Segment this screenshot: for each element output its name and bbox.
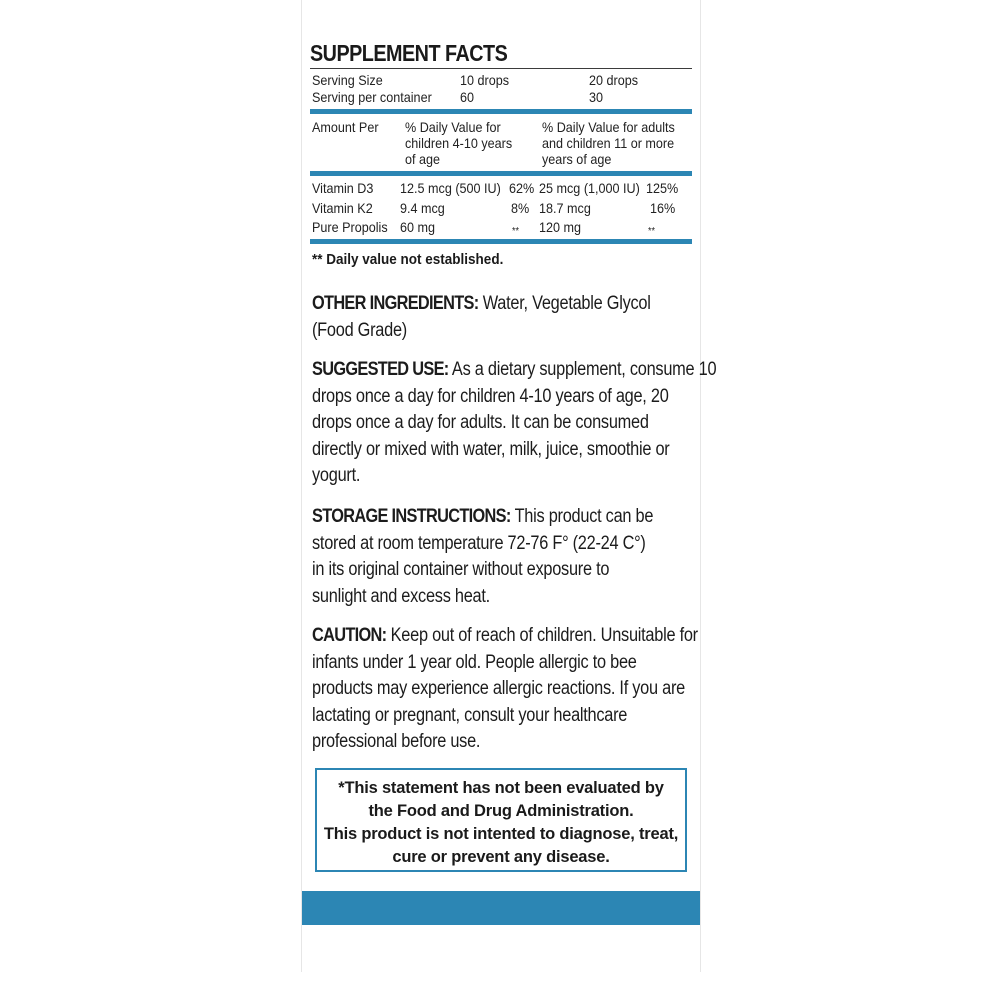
adult-amount: 25 mcg (1,000 IU)	[539, 180, 640, 196]
adult-amount: 120 mg	[539, 219, 582, 235]
child-daily-value: 62%	[509, 180, 535, 196]
other-ingredients-line-1: Water, Vegetable Glycol	[478, 293, 651, 314]
child-amount: 60 mg	[400, 219, 436, 235]
fda-statement-line-3: This product is not intented to diagnose, treat,	[323, 825, 679, 843]
caution-line-4: lactating or pregnant, consult your healthcare	[312, 704, 628, 726]
caution-line-1: Keep out of reach of children. Unsuitable for	[386, 625, 698, 646]
adult-daily-value: 16%	[650, 200, 676, 216]
nutrient-name: Pure Propolis	[312, 219, 388, 235]
suggested-use-section	[312, 357, 717, 490]
suggested-use-line-3: drops once a day for adults. It can be consumed	[312, 412, 649, 433]
daily-value-note: ** Daily value not established.	[312, 251, 504, 268]
dv-adults-header-line-3: years of age	[542, 151, 612, 167]
child-daily-value: **	[512, 226, 520, 237]
storage-line-2: stored at room temperature 72-76 F° (22-24 C°)	[312, 532, 646, 554]
suggested-use-heading: SUGGESTED USE:	[312, 359, 449, 380]
suggested-use-line-1: As a dietary supplement, consume 10	[448, 359, 717, 380]
servings-per-container-label: Serving per container	[312, 89, 432, 105]
facts-blue-rule-bottom	[310, 239, 692, 244]
caution-section	[312, 623, 698, 756]
nutrient-name: Vitamin D3	[312, 180, 374, 196]
storage-line-4: sunlight and excess heat.	[312, 585, 490, 607]
servings-children: 60	[460, 89, 475, 105]
suggested-use-line-2: drops once a day for children 4-10 years of age, 20	[312, 385, 669, 407]
child-amount: 9.4 mcg	[400, 200, 445, 216]
facts-blue-rule-top	[310, 109, 692, 114]
amount-per-label: Amount Per	[312, 119, 379, 135]
fda-statement-line-2: the Food and Drug Administration.	[368, 802, 634, 820]
other-ingredients-heading: OTHER INGREDIENTS:	[312, 293, 479, 314]
dv-adults-header-line-1: % Daily Value for adults	[542, 119, 675, 135]
serving-size-label: Serving Size	[312, 72, 383, 88]
storage-line-3: in its original container without exposure to	[312, 559, 610, 580]
fda-statement-line-1: *This statement has not been evaluated by	[338, 779, 664, 797]
storage-instructions-section	[312, 504, 673, 610]
facts-blue-rule-middle	[310, 171, 692, 176]
facts-top-rule	[310, 68, 692, 69]
other-ingredients-section	[312, 291, 673, 344]
dv-children-header-line-1: % Daily Value for	[405, 119, 501, 135]
supplement-facts-title: SUPPLEMENT FACTS	[310, 40, 508, 66]
adult-daily-value: 125%	[646, 180, 679, 196]
storage-instructions-heading: STORAGE INSTRUCTIONS:	[312, 506, 511, 527]
suggested-use-line-4: directly or mixed with water, milk, juice, smoothie or	[312, 438, 670, 460]
nutrient-name: Vitamin K2	[312, 200, 373, 216]
fda-statement-line-4: cure or prevent any disease.	[392, 848, 610, 866]
adult-amount: 18.7 mcg	[539, 200, 591, 216]
dv-children-header-line-3: of age	[405, 151, 441, 167]
serving-size-children: 10 drops	[460, 72, 510, 88]
dv-children-header-line-2: children 4-10 years	[405, 135, 513, 151]
caution-line-2: infants under 1 year old. People allergic to bee	[312, 651, 637, 673]
product-label-panel	[302, 0, 717, 972]
suggested-use-line-5: yogurt.	[312, 465, 361, 486]
bottom-blue-band	[302, 891, 700, 925]
serving-size-adults: 20 drops	[589, 72, 639, 88]
child-amount: 12.5 mcg (500 IU)	[400, 180, 501, 196]
caution-line-3: products may experience allergic reactions. If you are	[312, 678, 685, 699]
dv-adults-header-line-2: and children 11 or more	[542, 135, 675, 151]
child-daily-value: 8%	[511, 200, 530, 216]
storage-line-1: This product can be	[510, 506, 654, 527]
caution-line-5: professional before use.	[312, 731, 481, 752]
caution-heading: CAUTION:	[312, 625, 387, 646]
servings-adults: 30	[589, 89, 604, 105]
fda-statement-box	[315, 768, 687, 872]
other-ingredients-line-2: (Food Grade)	[312, 319, 407, 341]
adult-daily-value: **	[648, 226, 656, 237]
